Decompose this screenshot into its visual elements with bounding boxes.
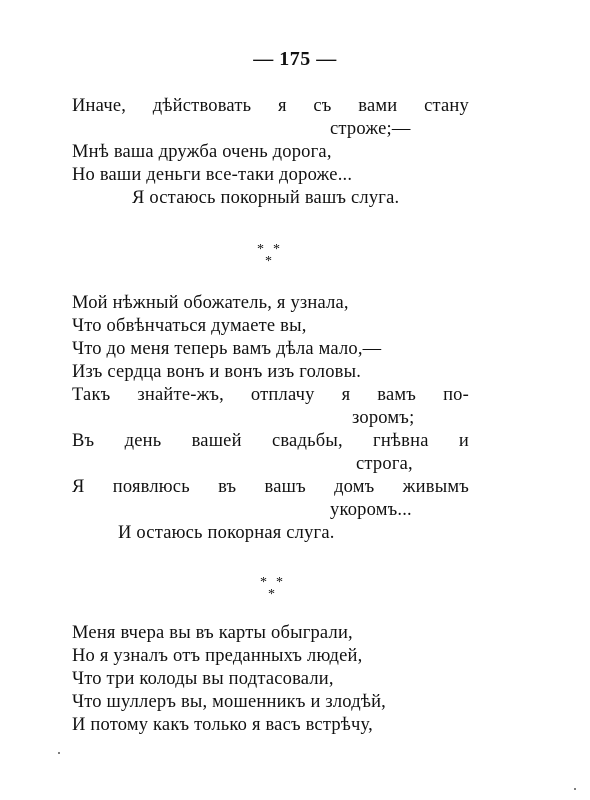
print-speck bbox=[574, 788, 576, 790]
stanza2-line-6: зоромъ; bbox=[352, 408, 415, 428]
stanza2-line-2: Что обвѣнчаться думаете вы, bbox=[72, 316, 307, 336]
page-number: — 175 — bbox=[253, 48, 337, 70]
stanza2-line-7: Въ день вашей свадьбы, гнѣвна и bbox=[72, 431, 469, 451]
asterism-star: * bbox=[257, 242, 264, 257]
stanza1-line-2: строже;— bbox=[330, 119, 411, 139]
stanza3-line-4: Что шуллеръ вы, мошенникъ и злодѣй, bbox=[72, 692, 387, 712]
stanza1-line-5: Я остаюсь покорный вашъ слуга. bbox=[132, 188, 400, 208]
stanza1-line-4: Но ваши деньги все-таки дороже... bbox=[72, 165, 353, 185]
asterism-divider-1 bbox=[255, 243, 295, 273]
stanza2-line-9: Я появлюсь въ вашъ домъ живымъ bbox=[72, 477, 469, 497]
stanza3-line-1: Меня вчера вы въ карты обыграли, bbox=[72, 623, 353, 643]
stanza2-line-8: строга, bbox=[356, 454, 413, 474]
stanza2-line-5: Такъ знайте-жъ, отплачу я вамъ по- bbox=[72, 385, 469, 405]
asterism-star: * bbox=[260, 575, 267, 590]
asterism-star: * bbox=[273, 242, 280, 257]
asterism-star: * bbox=[265, 254, 272, 269]
print-speck bbox=[58, 752, 60, 754]
stanza3-line-2: Но я узналъ отъ преданныхъ людей, bbox=[72, 646, 363, 666]
stanza2-line-3: Что до меня теперь вамъ дѣла мало,— bbox=[72, 339, 382, 359]
asterism-divider-2 bbox=[258, 576, 298, 606]
asterism-star: * bbox=[276, 575, 283, 590]
asterism-star: * bbox=[268, 587, 275, 602]
stanza3-line-5: И потому какъ только я васъ встрѣчу, bbox=[72, 715, 373, 735]
stanza2-line-4: Изъ сердца вонъ и вонъ изъ головы. bbox=[72, 362, 362, 382]
stanza2-line-10: укоромъ... bbox=[330, 500, 412, 520]
stanza1-line-1: Иначе, дѣйствовать я съ вами стану bbox=[72, 96, 469, 116]
stanza2-line-11: И остаюсь покорная слуга. bbox=[118, 523, 335, 543]
stanza2-line-1: Мой нѣжный обожатель, я узнала, bbox=[72, 293, 349, 313]
stanza3-line-3: Что три колоды вы подтасовали, bbox=[72, 669, 334, 689]
stanza1-line-3: Мнѣ ваша дружба очень дорога, bbox=[72, 142, 332, 162]
